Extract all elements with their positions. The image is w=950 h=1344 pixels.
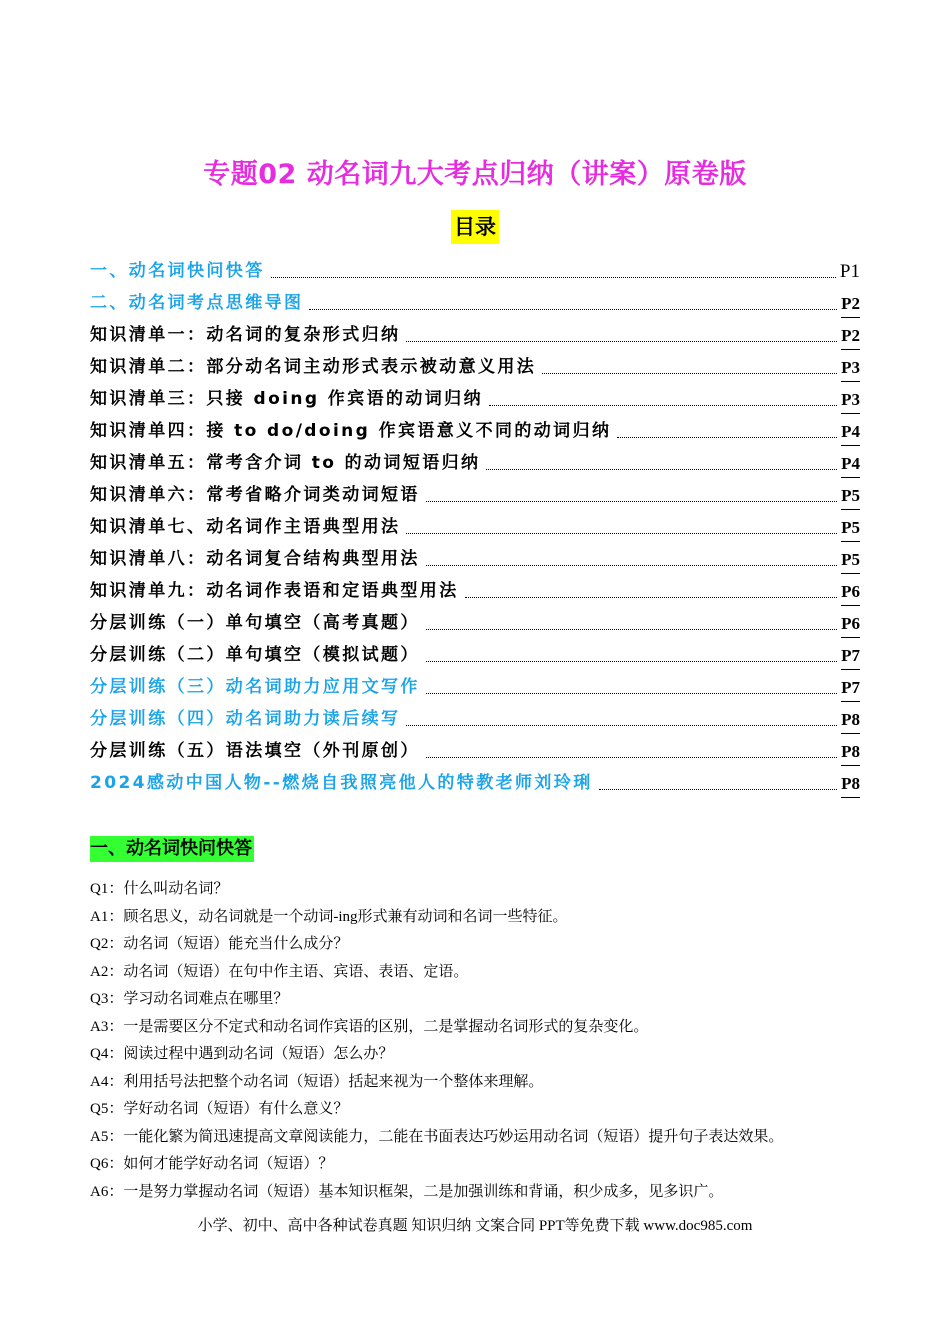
toc-entry-page: P7 (841, 646, 860, 670)
toc-entry[interactable] (90, 382, 860, 414)
section-heading-qa: 一、动名词快问快答 (90, 836, 254, 862)
answer-line: A2：动名词（短语）在句中作主语、宾语、表语、定语。 (90, 963, 469, 980)
answer-line: A1：顾名思义，动名词就是一个动词-ing形式兼有动词和名词一些特征。 (90, 908, 568, 925)
toc-entry-page: P5 (841, 550, 860, 574)
toc-leader-dots (406, 724, 837, 726)
toc-entry-page: P8 (841, 742, 860, 766)
toc-entry-label: 知识清单二：部分动名词主动形式表示被动意义用法 (90, 357, 537, 377)
page-footer: 小学、初中、高中各种试卷真题 知识归纳 文案合同 PPT等免费下载 www.doc985.com (197, 1218, 753, 1234)
toc-entry-label: 知识清单五：常考含介词 to 的动词短语归纳 (90, 453, 481, 473)
toc-entry-page: P7 (841, 678, 860, 702)
toc-entry-page: P5 (841, 518, 860, 542)
toc-entry-page: P2 (841, 294, 860, 318)
toc-leader-dots (542, 372, 837, 374)
toc-entry-label: 知识清单一：动名词的复杂形式归纳 (90, 325, 401, 345)
toc-entry[interactable] (90, 350, 860, 382)
toc-entry-label: 知识清单三：只接 doing 作宾语的动词归纳 (90, 389, 483, 409)
toc-entry[interactable] (90, 766, 860, 798)
toc-entry[interactable] (90, 670, 860, 702)
question-line: Q2：动名词（短语）能充当什么成分？ (90, 936, 349, 952)
toc-leader-dots (486, 468, 837, 470)
toc-entry[interactable] (90, 702, 860, 734)
toc-leader-dots (309, 308, 837, 310)
answer-line: A5：一能化繁为简迅速提高文章阅读能力，二能在书面表达巧妙运用动名词（短语）提升句子表达效果。 (90, 1128, 784, 1145)
toc-leader-dots (426, 500, 837, 502)
toc-entry-label: 2024感动中国人物--燃烧自我照亮他人的特教老师刘玲琍 (90, 773, 593, 793)
toc-entry-page: P3 (841, 358, 860, 382)
toc-entry-label: 知识清单四：接 to do/doing 作宾语意义不同的动词归纳 (90, 421, 612, 441)
toc-entry[interactable] (90, 478, 860, 510)
toc-leader-dots (489, 404, 837, 406)
toc-entry-page: P6 (841, 582, 860, 606)
page-title: 专题02 动名词九大考点归纳（讲案）原卷版 (203, 159, 747, 190)
toc-entry-label: 分层训练（三）动名词助力应用文写作 (90, 677, 420, 697)
toc-entry-label: 一、动名词快问快答 (90, 261, 265, 281)
table-of-contents (90, 254, 860, 798)
toc-leader-dots (271, 276, 836, 278)
answer-line: A6：一是努力掌握动名词（短语）基本知识框架，二是加强训练和背诵，积少成多，见多识广。 (90, 1183, 724, 1200)
toc-entry-page: P8 (841, 774, 860, 798)
answer-line: A4：利用括号法把整个动名词（短语）括起来视为一个整体来理解。 (90, 1073, 544, 1090)
toc-leader-dots (406, 340, 837, 342)
toc-entry[interactable] (90, 542, 860, 574)
toc-entry[interactable] (90, 606, 860, 638)
question-line: Q1：什么叫动名词？ (90, 881, 229, 897)
toc-leader-dots (426, 692, 837, 694)
toc-entry[interactable] (90, 414, 860, 446)
toc-entry-label: 知识清单九：动名词作表语和定语典型用法 (90, 581, 459, 601)
toc-entry[interactable] (90, 254, 860, 286)
toc-entry-label: 知识清单七、动名词作主语典型用法 (90, 517, 401, 537)
toc-entry-page: P6 (841, 614, 860, 638)
toc-leader-dots (426, 660, 837, 662)
toc-entry-label: 分层训练（四）动名词助力读后续写 (90, 709, 401, 729)
question-line: Q3：学习动名词难点在哪里？ (90, 991, 289, 1007)
question-line: Q6：如何才能学好动名词（短语）？ (90, 1156, 334, 1172)
toc-leader-dots (426, 564, 837, 566)
toc-entry-label: 分层训练（五）语法填空（外刊原创） (90, 741, 420, 761)
toc-heading-wrap (0, 210, 950, 244)
toc-entry[interactable] (90, 446, 860, 478)
toc-entry[interactable] (90, 510, 860, 542)
toc-entry-label: 二、动名词考点思维导图 (90, 293, 304, 313)
toc-leader-dots (465, 596, 838, 598)
toc-entry[interactable] (90, 286, 860, 318)
question-line: Q4：阅读过程中遇到动名词（短语）怎么办？ (90, 1046, 394, 1062)
toc-leader-dots (617, 436, 837, 438)
toc-leader-dots (406, 532, 837, 534)
qa-list (90, 876, 880, 1206)
toc-entry-label: 分层训练（二）单句填空（模拟试题） (90, 645, 420, 665)
toc-entry-label: 知识清单八：动名词复合结构典型用法 (90, 549, 420, 569)
toc-entry-page: P3 (841, 390, 860, 414)
toc-entry-page: P2 (841, 326, 860, 350)
toc-heading: 目录 (451, 210, 499, 244)
question-line: Q5：学好动名词（短语）有什么意义？ (90, 1101, 349, 1117)
toc-entry-page: P8 (841, 710, 860, 734)
toc-entry-page: P1 (839, 261, 860, 282)
toc-entry-page: P4 (841, 454, 860, 478)
toc-leader-dots (426, 628, 837, 630)
toc-entry-page: P5 (841, 486, 860, 510)
toc-entry[interactable] (90, 574, 860, 606)
toc-entry[interactable] (90, 318, 860, 350)
toc-entry-page: P4 (841, 422, 860, 446)
answer-line: A3：一是需要区分不定式和动名词作宾语的区别，二是掌握动名词形式的复杂变化。 (90, 1018, 649, 1035)
toc-leader-dots (599, 788, 837, 790)
toc-leader-dots (426, 756, 837, 758)
toc-entry[interactable] (90, 734, 860, 766)
toc-entry-label: 分层训练（一）单句填空（高考真题） (90, 613, 420, 633)
toc-entry-label: 知识清单六：常考省略介词类动词短语 (90, 485, 420, 505)
toc-entry[interactable] (90, 638, 860, 670)
